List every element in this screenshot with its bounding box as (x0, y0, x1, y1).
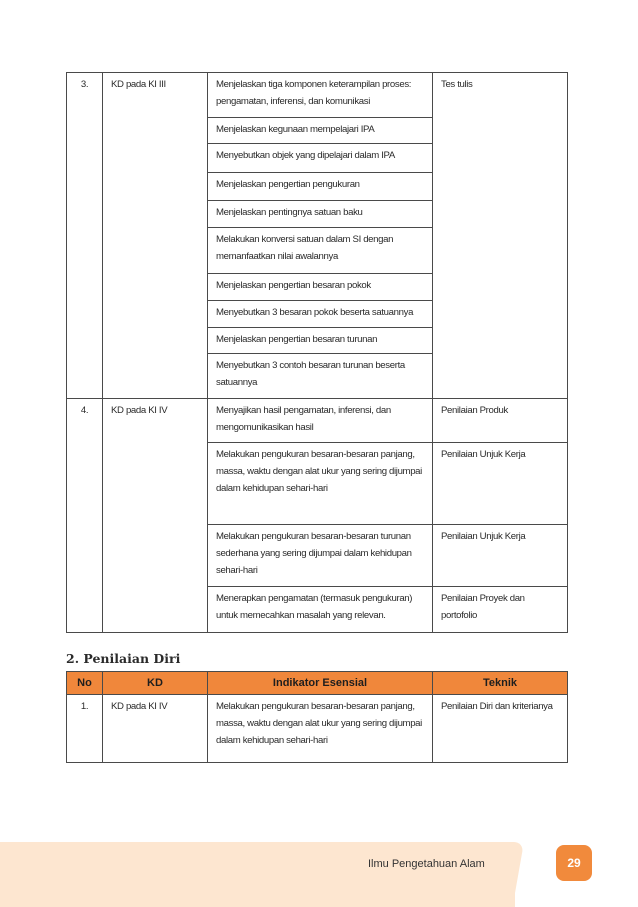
column-header-indikator: Indikator Esensial (208, 672, 433, 695)
footer-book-title: Ilmu Pengetahuan Alam (368, 858, 485, 870)
table-header-row (67, 672, 568, 695)
table-row (67, 73, 568, 118)
assessment-table-continued (66, 72, 568, 633)
indicator-cell: Menyebutkan 3 contoh besaran turunan beserta satuannya (208, 354, 433, 399)
column-header-kd: KD (103, 672, 208, 695)
indicator-cell: Menyebutkan objek yang dipelajari dalam IPA (208, 144, 433, 173)
row-number: 4. (67, 399, 103, 633)
kd-cell: KD pada KI IV (103, 695, 208, 763)
indicator-cell: Menyajikan hasil pengamatan, inferensi, dan mengomunikasikan hasil (208, 399, 433, 443)
indicator-cell: Melakukan konversi satuan dalam SI dengan memanfaatkan nilai awalannya (208, 228, 433, 274)
technique-cell: Penilaian Produk (433, 399, 568, 443)
table-row (67, 399, 568, 443)
kd-cell: KD pada KI IV (103, 399, 208, 633)
technique-cell: Penilaian Unjuk Kerja (433, 443, 568, 525)
row-number: 1. (67, 695, 103, 763)
indicator-cell: Melakukan pengukuran besaran-besaran panjang, massa, waktu dengan alat ukur yang sering dijumpai dalam kehidupan sehari-hari (208, 443, 433, 525)
indicator-cell: Menjelaskan kegunaan mempelajari IPA (208, 118, 433, 144)
footer-band (0, 842, 515, 907)
technique-cell: Penilaian Unjuk Kerja (433, 525, 568, 587)
indicator-cell: Melakukan pengukuran besaran-besaran panjang, massa, waktu dengan alat ukur yang sering dijumpai dalam kehidupan sehari-hari (208, 695, 433, 763)
technique-cell: Penilaian Diri dan kriterianya (433, 695, 568, 763)
indicator-cell: Menjelaskan tiga komponen keterampilan proses: pengamatan, inferensi, dan komunikasi (208, 73, 433, 118)
indicator-cell: Menyebutkan 3 besaran pokok beserta satuannya (208, 301, 433, 328)
indicator-cell: Menjelaskan pengertian pengukuran (208, 173, 433, 201)
indicator-cell: Menerapkan pengamatan (termasuk pengukuran) untuk memecahkan masalah yang relevan. (208, 587, 433, 633)
technique-cell: Tes tulis (433, 73, 568, 399)
kd-cell: KD pada KI III (103, 73, 208, 399)
indicator-cell: Menjelaskan pengertian besaran turunan (208, 328, 433, 354)
section-title: 2. Penilaian Diri (66, 651, 181, 666)
column-header-no: No (67, 672, 103, 695)
indicator-cell: Menjelaskan pengertian besaran pokok (208, 274, 433, 301)
indicator-cell: Menjelaskan pentingnya satuan baku (208, 201, 433, 228)
table-row (67, 695, 568, 763)
indicator-cell: Melakukan pengukuran besaran-besaran turunan sederhana yang sering dijumpai dalam kehidupan sehari-hari (208, 525, 433, 587)
self-assessment-table (66, 671, 568, 763)
column-header-teknik: Teknik (433, 672, 568, 695)
technique-cell: Penilaian Proyek dan portofolio (433, 587, 568, 633)
row-number: 3. (67, 73, 103, 399)
page-number-badge: 29 (556, 845, 592, 881)
